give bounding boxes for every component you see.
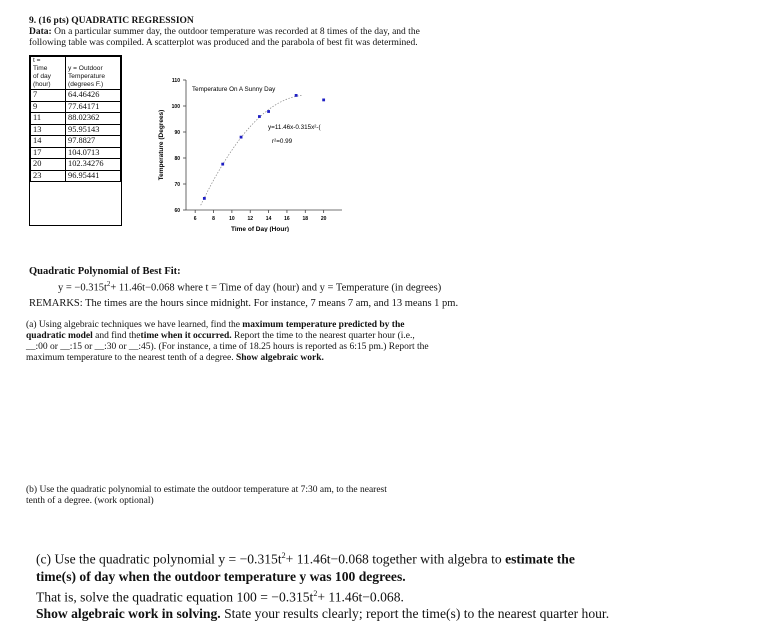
x-tick-label: 6: [193, 216, 197, 222]
cell-time: 9: [31, 101, 66, 113]
problem-header: [29, 16, 729, 49]
x-tick-label: 14: [265, 216, 272, 222]
cell-time: 11: [31, 113, 66, 125]
y-tick-label: 110: [171, 78, 180, 84]
data-description: Data: On a particular summer day, the outdoor temperature was recorded at 8 times of the day, and the: [29, 27, 420, 37]
table-row: [31, 159, 121, 171]
chart-title: Temperature On A Sunny Day: [192, 86, 276, 93]
x-tick-label: 10: [229, 216, 235, 222]
cell-temperature: 64.46426: [66, 90, 121, 102]
table-row: [31, 124, 121, 136]
header-time: t = Time of day (hour): [31, 57, 66, 90]
cell-temperature: 96.95441: [66, 170, 121, 182]
trend-line: [201, 95, 303, 205]
table-row: [31, 90, 121, 102]
cell-temperature: 102.34276: [66, 159, 121, 171]
x-tick-label: 8: [212, 216, 215, 222]
cell-temperature: 88.02362: [66, 113, 121, 125]
table-header-row: [31, 57, 121, 90]
x-axis-label: Time of Day (Hour): [230, 226, 290, 232]
problem-title: 9. (16 pts) QUADRATIC REGRESSION: [29, 16, 194, 26]
data-point: [322, 99, 325, 102]
x-tick-label: 20: [320, 216, 327, 222]
y-tick-label: 80: [174, 156, 180, 162]
cell-time: 17: [31, 147, 66, 159]
data-point: [221, 163, 224, 166]
cell-temperature: 97.8827: [66, 136, 121, 148]
part-c: (c) Use the quadratic polynomial $y = -0.315t^2+ 11.46t-0.068$ together with algebra to estimate the time(s) of day when the outdoor temperature y was 100 degrees. That is, solve the quadratic equation $100 = -0.315t^2+ 11.46t-0.068$. Show algebraic work in solving. State your results clearly; report the time(s) to the nearest quarter hour.: [36, 551, 610, 622]
y-axis-label: Temperature (Degrees): [158, 109, 165, 181]
part-b: (b) Use the quadratic polynomial to estimate the outdoor temperature at 7:30 am, to the nearest tenth of a degree. (work optional): [26, 485, 387, 506]
y-tick-label: 100: [171, 104, 180, 110]
remarks: REMARKS: The times are the hours since midnight. For instance, 7 means 7 am, and 13 means 1 pm.: [29, 298, 459, 309]
data-description-line2: following table was compiled. A scatterplot was produced and the parabola of best fit was determined.: [29, 38, 418, 48]
cell-temperature: 104.0713: [66, 147, 121, 159]
scatter-chart: [150, 62, 350, 232]
x-tick-label: 12: [247, 216, 254, 222]
table-row: [31, 113, 121, 125]
x-tick-label: 16: [284, 216, 290, 222]
data-point: [203, 197, 206, 200]
header-temperature: y = Outdoor Temperature (degrees F.): [66, 57, 121, 90]
cell-time: 7: [31, 90, 66, 102]
y-tick-label: 70: [174, 182, 180, 188]
fit-title: Quadratic Polynomial of Best Fit:: [29, 266, 181, 277]
cell-time: 13: [31, 124, 66, 136]
cell-time: 14: [31, 136, 66, 148]
table-row: [31, 170, 121, 182]
table-row: [31, 147, 121, 159]
table-row: [31, 101, 121, 113]
cell-temperature: 77.64171: [66, 101, 121, 113]
data-point: [258, 115, 261, 118]
fit-section: [29, 265, 441, 295]
y-tick-label: 60: [174, 208, 180, 214]
fit-formula: $y = -0.315t^2+ 11.46t-0.068$ where t = Time of day (hour) and y = Temperature (in degrees): [58, 280, 442, 294]
cell-time: 20: [31, 159, 66, 171]
cell-temperature: 95.95143: [66, 124, 121, 136]
r-squared: r²=0.99: [272, 138, 293, 145]
x-tick-label: 18: [302, 216, 309, 222]
data-point: [240, 136, 243, 139]
y-tick-label: 90: [174, 130, 180, 136]
data-point: [267, 110, 270, 113]
fit-equation: y=11.46x-0.315x²-(: [268, 124, 321, 131]
data-table: [29, 55, 122, 226]
part-a: (a) Using algebraic techniques we have learned, find the maximum temperature predicted by the quadratic model and find thetime when it occurred. Report the time to the nearest quarter hour (i.e., __:00 or __:15 or __:30 or __:45). (For instance, a time of 18.25 hours is reported as 6:15 pm.) Report the maximum temperature to the nearest tenth of a degree. Show algebraic work.: [26, 320, 429, 363]
table-row: [31, 136, 121, 148]
data-point: [295, 94, 298, 97]
cell-time: 23: [31, 170, 66, 182]
